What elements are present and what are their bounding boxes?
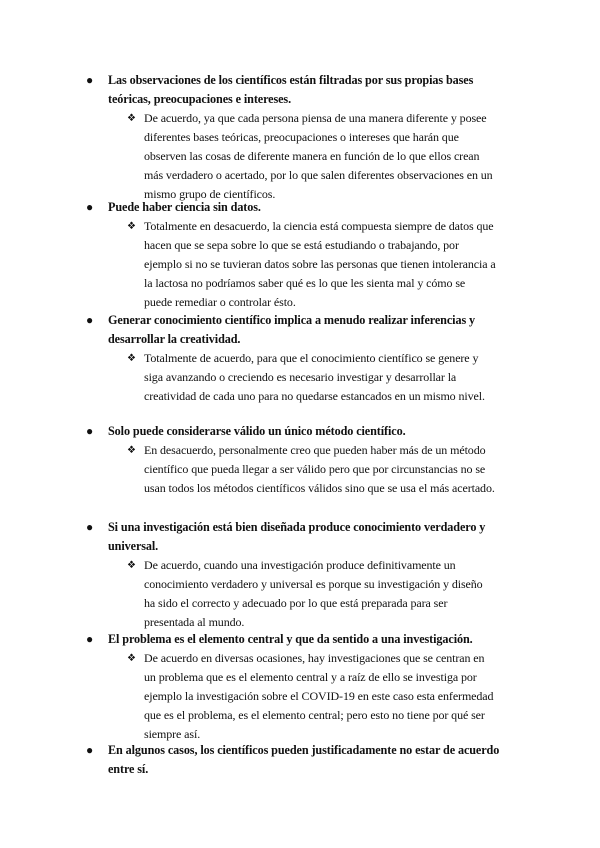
bullet-icon: ● — [86, 424, 94, 438]
statement-response — [127, 441, 496, 498]
statement-heading: Las observaciones de los científicos están filtradas por sus propias bases teóricas, preocupaciones e intereses. — [108, 73, 474, 106]
diamond-bullet-icon: ❖ — [127, 113, 136, 124]
response-text: De acuerdo, cuando una investigación produce definitivamente un conocimiento verdadero y universal es porque su investigación y diseño ha sido el correcto y adecuado por lo que está preparada para ser presentada al mundo. — [144, 558, 483, 629]
diamond-bullet-icon: ❖ — [127, 560, 136, 571]
bullet-icon: ● — [86, 313, 94, 327]
bullet-icon: ● — [86, 200, 94, 214]
response-text: En desacuerdo, personalmente creo que pueden haber más de un método científico que pueda llegar a ser válido pero que por circunstancias no se usan todos los métodos científicos válidos sino que se usa el más acertado. — [144, 443, 495, 495]
statement-response — [127, 349, 496, 406]
response-text: De acuerdo, ya que cada persona piensa de una manera diferente y posee diferentes bases teóricas, preocupaciones o intereses que harán que observen las cosas de diferente manera en función de lo que ellos crean más verdadero o acertado, por lo que salen diferentes observaciones en un mismo grupo de científicos. — [144, 111, 493, 201]
statement-item-4 — [86, 422, 506, 498]
statement-item-2 — [86, 198, 506, 312]
diamond-bullet-icon: ❖ — [127, 353, 136, 364]
statement-heading: En algunos casos, los científicos pueden justificadamente no estar de acuerdo entre sí. — [108, 743, 500, 776]
diamond-bullet-icon: ❖ — [127, 653, 136, 664]
statement-item-3 — [86, 311, 506, 406]
response-text: De acuerdo en diversas ocasiones, hay investigaciones que se centran en un problema que es el elemento central y a raíz de ello se investiga por ejemplo la investigación sobre el COVID-19 en este caso esta enfermedad que es el problema, es el elemento central; pero esto no tiene por qué ser siempre así. — [144, 651, 494, 741]
diamond-bullet-icon: ❖ — [127, 445, 136, 456]
statement-item-7 — [86, 741, 506, 779]
response-text: Totalmente de acuerdo, para que el conocimiento científico se genere y siga avanzando o creciendo es necesario investigar y desarrollar la creatividad de cada uno para no quedarse estancados en un mismo nivel. — [144, 351, 485, 403]
statement-response — [127, 556, 496, 632]
statement-heading: El problema es el elemento central y que da sentido a una investigación. — [108, 632, 473, 646]
bullet-icon: ● — [86, 520, 94, 534]
bullet-icon: ● — [86, 743, 94, 757]
statement-heading: Solo puede considerarse válido un único método científico. — [108, 424, 406, 438]
statement-response — [127, 217, 496, 312]
statement-response — [127, 109, 496, 204]
statement-response — [127, 649, 496, 744]
statement-heading: Puede haber ciencia sin datos. — [108, 200, 261, 214]
statement-item-5 — [86, 518, 506, 632]
statement-heading: Generar conocimiento científico implica a menudo realizar inferencias y desarrollar la creatividad. — [108, 313, 476, 346]
response-text: Totalmente en desacuerdo, la ciencia está compuesta siempre de datos que hacen que se sepa sobre lo que se está estudiando o trabajando, por ejemplo si no se tuvieran datos sobre las personas que tienen intolerancia a la lactosa no podríamos saber qué es lo que les sienta mal y cómo se puede remediar o controlar ésto. — [144, 219, 496, 309]
statement-item-6 — [86, 630, 506, 744]
diamond-bullet-icon: ❖ — [127, 221, 136, 232]
bullet-icon: ● — [86, 632, 94, 646]
statement-item-1 — [86, 71, 506, 204]
bullet-icon: ● — [86, 73, 94, 87]
statement-heading: Si una investigación está bien diseñada produce conocimiento verdadero y universal. — [108, 520, 486, 553]
